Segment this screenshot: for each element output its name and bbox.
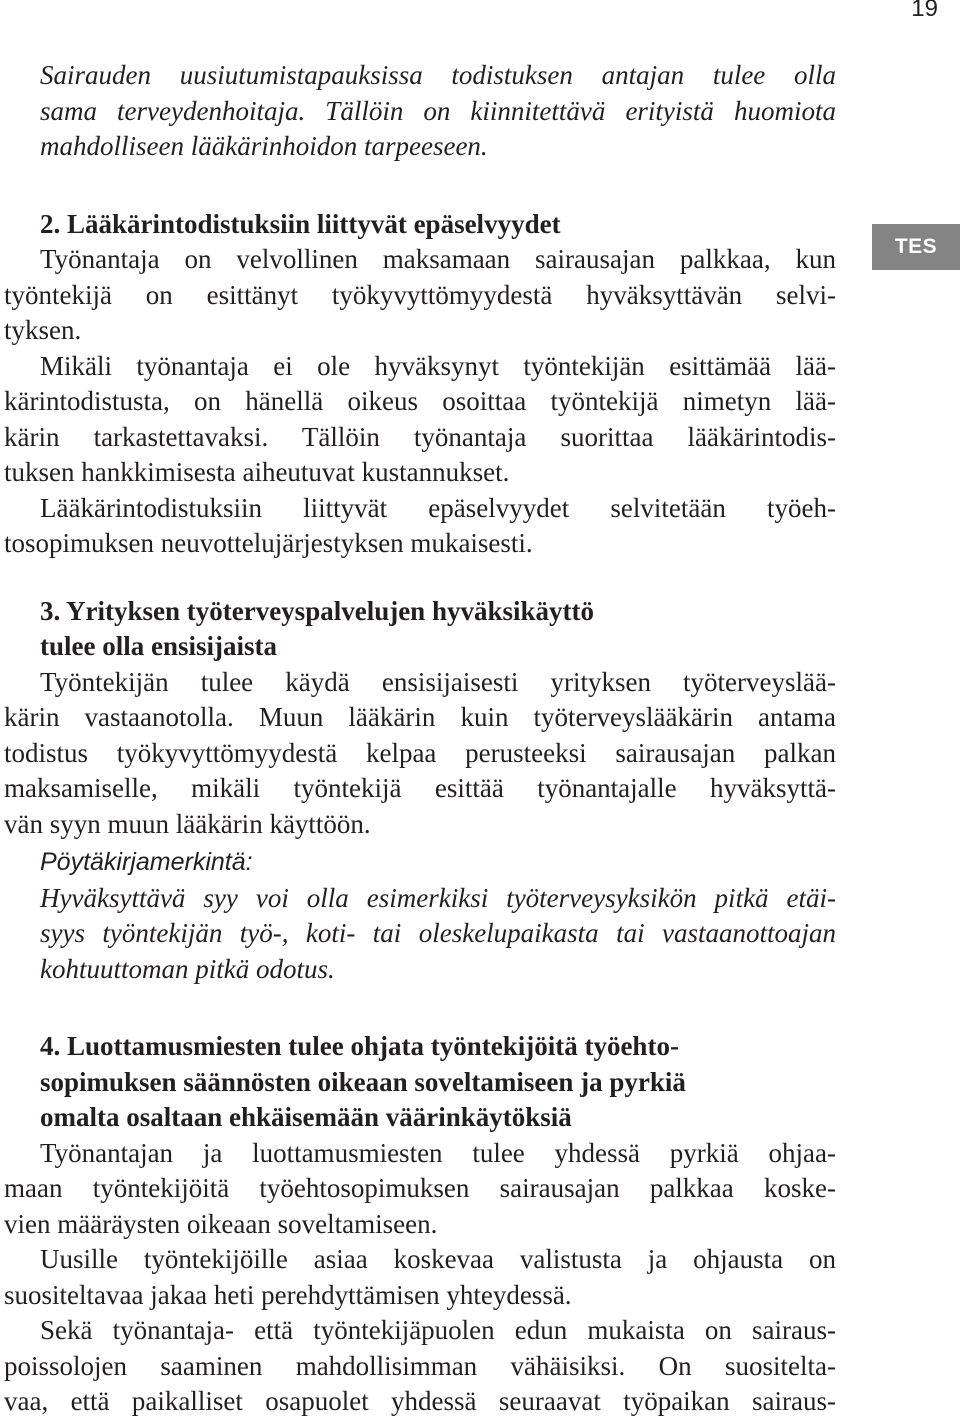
text-line: Työnantaja on velvollinen maksamaan sairausajan palkkaa, kun [40,244,836,274]
section-3-heading: 3. Yrityksen työterveyspalvelujen hyväksikäyttö tulee olla ensisijaista [40,595,594,661]
text-line: suositeltavaa jakaa heti perehdyttämisen yhteydessä. [4,1279,572,1310]
text-line: tosopimuksen neuvottelujärjestyksen mukaisesti. [4,528,533,558]
section-3-paragraph-1 [4,665,836,843]
text-line: Sairauden uusiutumistapauksissa todistuksen antajan tulee olla [40,60,836,90]
text-line: todistus työkyvyttömyydestä kelpaa perusteeksi sairausajan palkan [4,737,836,768]
section-2-paragraph-2 [4,349,836,491]
text-line: Hyväksyttävä syy voi olla esimerkiksi työterveysyksikön pitkä etäi- [40,882,836,913]
text-line: Työntekijän tulee käydä ensisijaisesti yrityksen työterveyslää- [40,666,836,697]
minutes-note-label: Pöytäkirjamerkintä: [40,848,253,876]
section-4-heading: 4. Luottamusmiesten tulee ohjata työntekijöitä työehto- sopimuksen säännösten oikeaan soveltamiseen ja pyrkiä omalta osaltaan ehkäisemään väärinkäytöksiä [40,1031,686,1132]
text-line: maksamiselle, mikäli työntekijä esittää työnantajalle hyväksyttä- [4,773,836,803]
text-line: syys työntekijän työ-, koti- tai oleskelupaikasta tai vastaanottoajan [40,918,836,948]
text-line: Uusille työntekijöille asiaa koskevaa valistusta ja ohjausta on [40,1244,836,1274]
page-content [4,58,836,1420]
section-4-paragraph-1 [4,1136,836,1243]
section-2-paragraph-3 [4,491,836,562]
text-line: kärintodistusta, on hänellä oikeus osoittaa työntekijä nimetyn lää- [4,386,836,416]
text-line: vän syyn muun lääkärin käyttöön. [4,808,371,839]
minutes-note-text [4,881,836,988]
section-2-heading: 2. Lääkärintodistuksiin liittyvät epäselvyydet [40,208,561,239]
text-line: kärin vastaanotolla. Muun lääkärin kuin työterveyslääkärin antama [4,702,836,732]
text-line: tyksen. [4,315,82,345]
text-line: maan työntekijöitä työehtosopimuksen sairausajan palkkaa koske- [4,1173,836,1203]
section-2-paragraph-1 [4,242,836,349]
text-line: vien määräysten oikeaan soveltamiseen. [4,1208,438,1239]
intro-italic-paragraph [4,58,836,165]
section-4-paragraph-2 [4,1242,836,1313]
text-line: kohtuuttoman pitkä odotus. [40,953,335,984]
text-line: mahdolliseen lääkärinhoidon tarpeeseen. [40,131,488,161]
text-line: Lääkärintodistuksiin liittyvät epäselvyydet selvitetään työeh- [40,492,836,523]
page-number: 19 [911,0,938,22]
text-line: Työnantajan ja luottamusmiesten tulee yhdessä pyrkiä ohjaa- [40,1137,836,1168]
text-line: sama terveydenhoitaja. Tällöin on kiinnitettävä erityistä huomiota [40,95,836,126]
text-line: tuksen hankkimisesta aiheutuvat kustannukset. [4,457,510,487]
text-line: Mikäli työnantaja ei ole hyväksynyt työntekijän esittämää lää- [40,350,836,381]
text-line: vaa, että paikalliset osapuolet yhdessä seuraavat työpaikan sairaus- [4,1386,836,1416]
text-line: poissolojen saaminen mahdollisimman vähäisiksi. On suositelta- [4,1350,836,1381]
text-line: Sekä työnantaja- että työntekijäpuolen edun mukaista on sairaus- [40,1315,836,1345]
section-tab-tes: TES [872,224,960,270]
text-line: kärin tarkastettavaksi. Tällöin työnantaja suorittaa lääkärintodis- [4,421,836,452]
section-4-paragraph-3 [4,1313,836,1420]
text-line: työntekijä on esittänyt työkyvyttömyydestä hyväksyttävän selvi- [4,279,836,310]
